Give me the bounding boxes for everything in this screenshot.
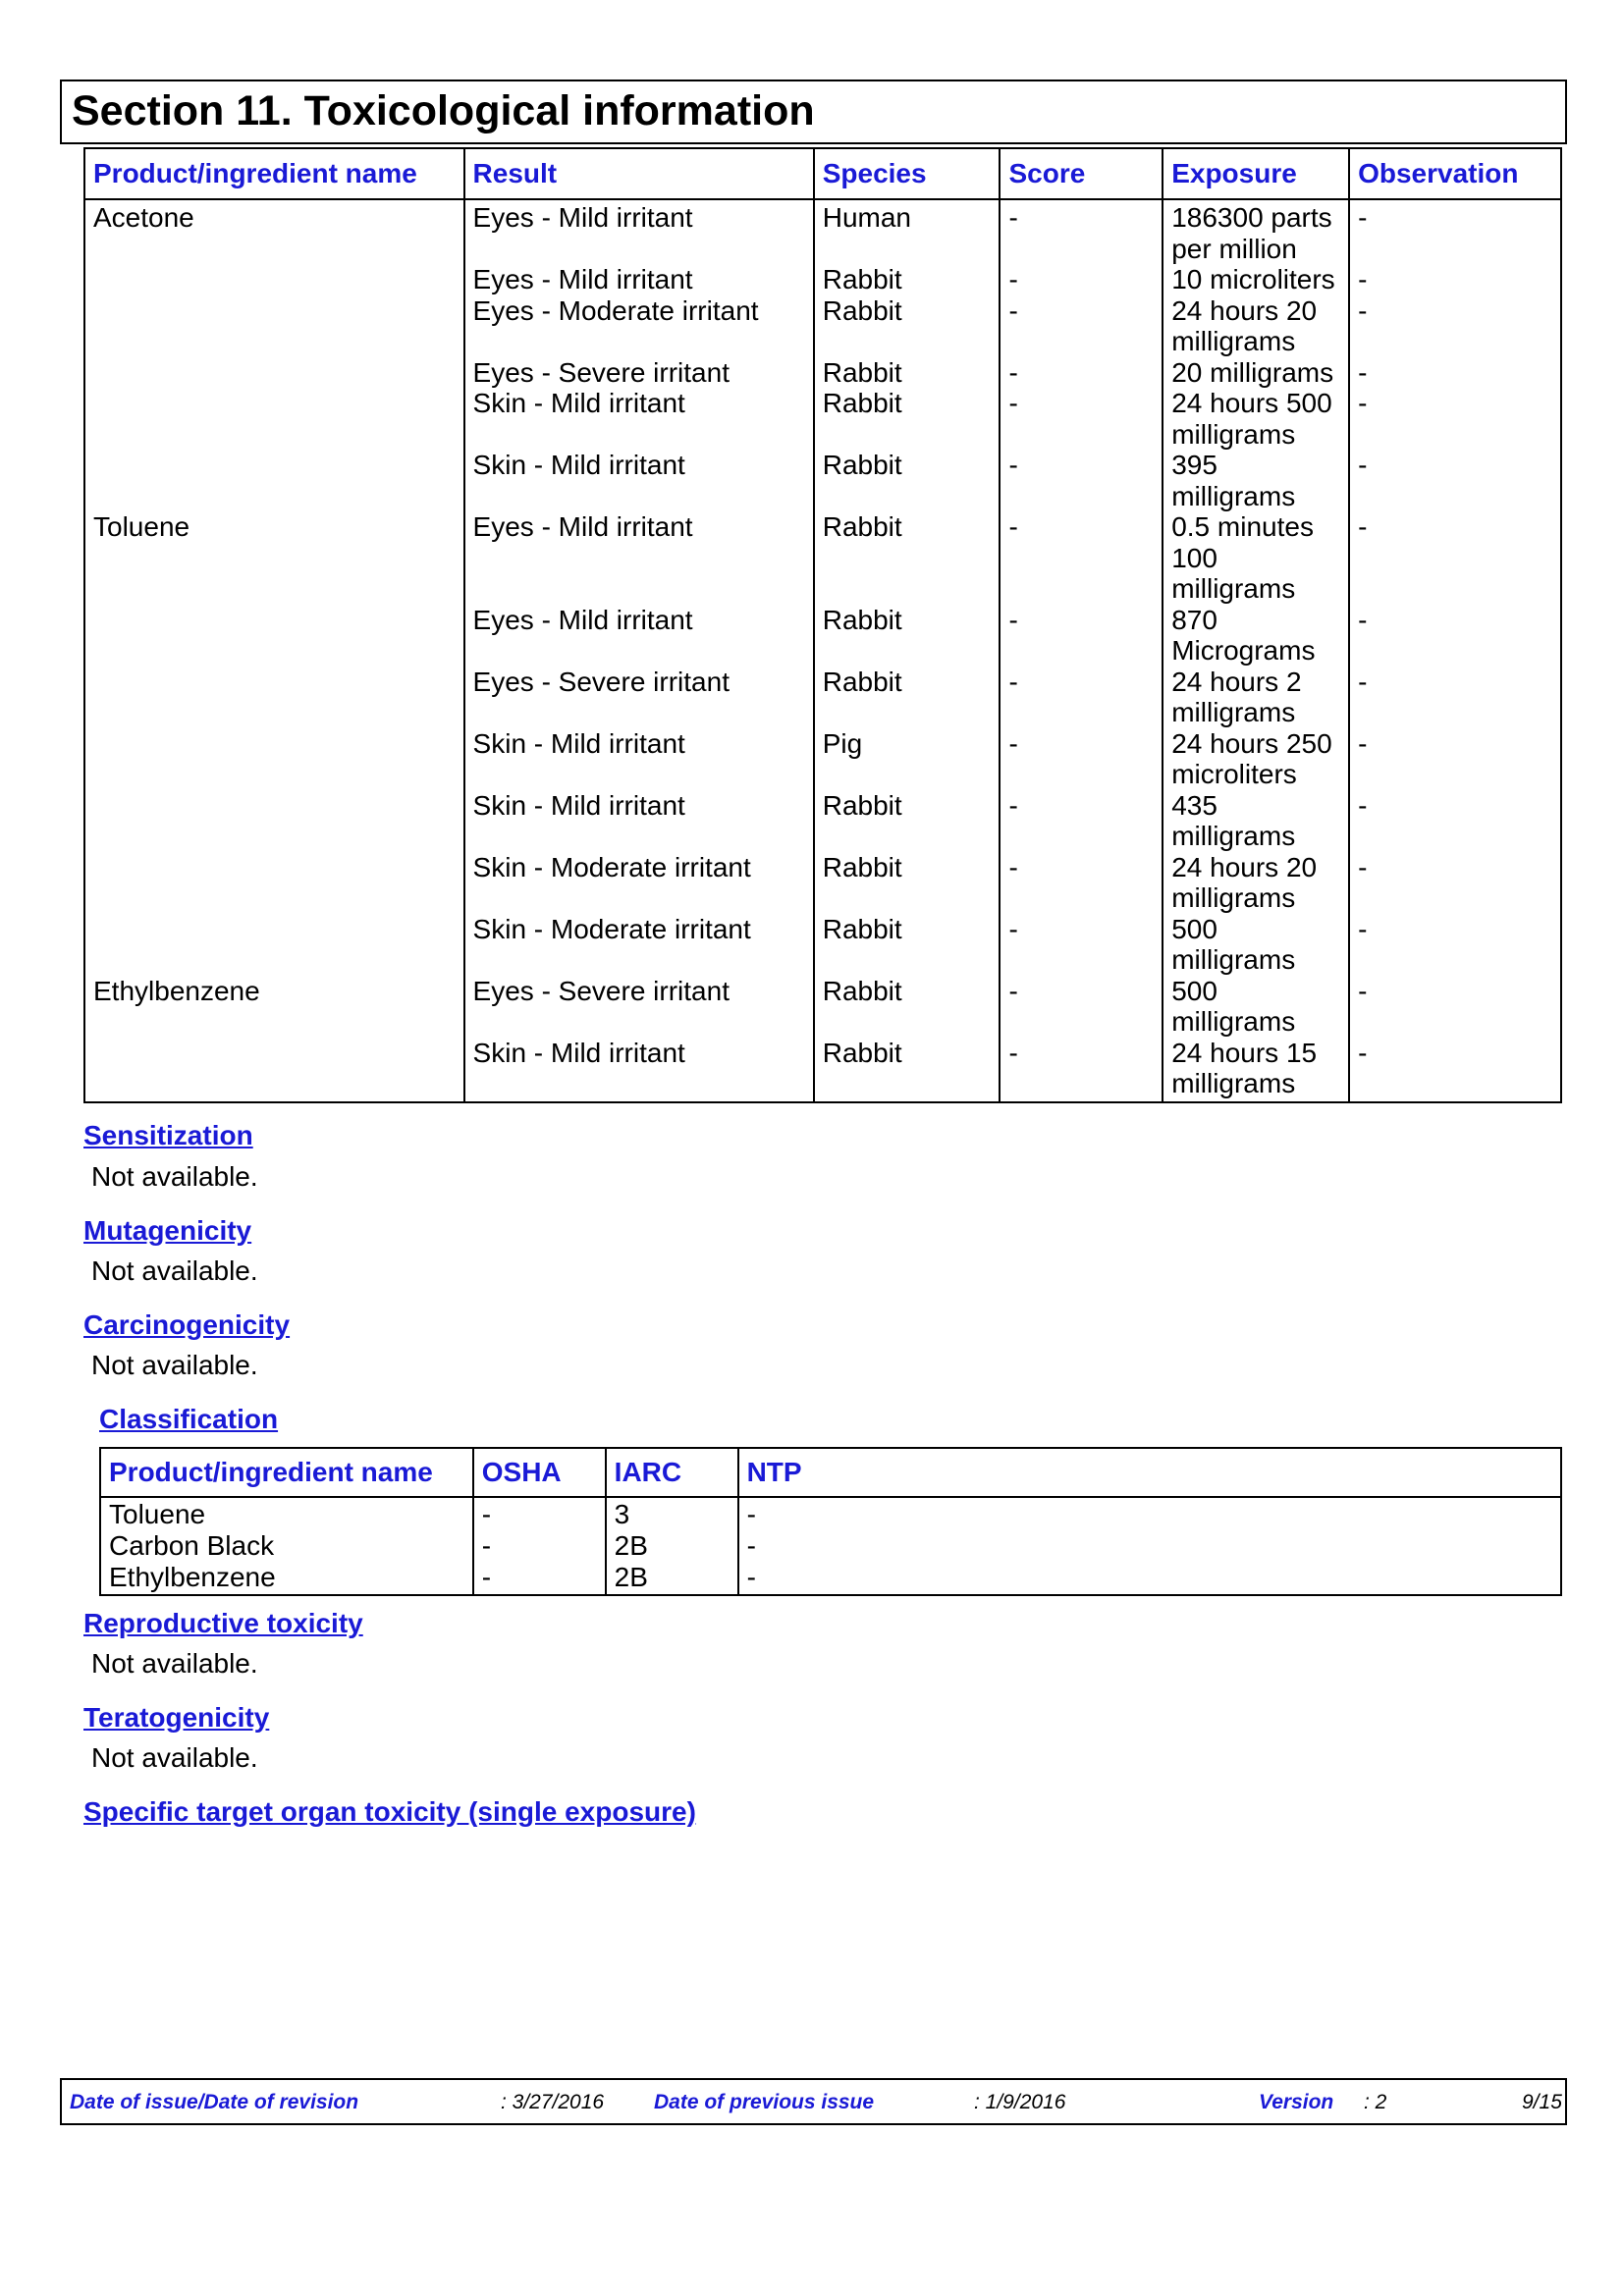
- cell-observation: -: [1349, 357, 1561, 389]
- cell-result: Skin - Mild irritant: [464, 450, 814, 511]
- cell-result: Eyes - Mild irritant: [464, 199, 814, 264]
- reproductive-text: Not available.: [91, 1648, 258, 1679]
- cell-species: Rabbit: [814, 852, 1001, 914]
- cell-species: Human: [814, 199, 1001, 264]
- carcinogenicity-heading[interactable]: Carcinogenicity: [83, 1309, 291, 1340]
- table-row: [84, 976, 1561, 1038]
- table-row: [84, 388, 1561, 450]
- cls-cell-osha: -: [473, 1562, 606, 1595]
- cell-observation: -: [1349, 790, 1561, 852]
- cell-product: [84, 914, 464, 976]
- table-row: [84, 728, 1561, 790]
- cell-exposure: 24 hours 15 milligrams: [1163, 1038, 1349, 1102]
- sensitization-text: Not available.: [91, 1161, 258, 1192]
- cell-product: Acetone: [84, 199, 464, 264]
- cell-result: Skin - Mild irritant: [464, 728, 814, 790]
- cls-cell-product: Ethylbenzene: [100, 1562, 473, 1595]
- table-row: [84, 450, 1561, 511]
- cell-observation: -: [1349, 388, 1561, 450]
- cell-observation: -: [1349, 852, 1561, 914]
- table-row: [84, 1038, 1561, 1102]
- cell-observation: -: [1349, 728, 1561, 790]
- teratogenicity-heading[interactable]: Teratogenicity: [83, 1702, 270, 1733]
- cell-product: [84, 388, 464, 450]
- cls-header-product: Product/ingredient name: [100, 1448, 473, 1497]
- cls-cell-iarc: 2B: [606, 1562, 738, 1595]
- cell-result: Skin - Mild irritant: [464, 790, 814, 852]
- cell-exposure: 500 milligrams: [1163, 976, 1349, 1038]
- cls-cell-iarc: 3: [606, 1497, 738, 1530]
- cls-cell-product: Toluene: [100, 1497, 473, 1530]
- cell-score: -: [1000, 388, 1163, 450]
- cls-header-osha: OSHA: [473, 1448, 606, 1497]
- cell-species: Pig: [814, 728, 1001, 790]
- cell-exposure: 395 milligrams: [1163, 450, 1349, 511]
- col-header-result: Result: [464, 148, 814, 199]
- cls-cell-osha: -: [473, 1497, 606, 1530]
- cell-result: Skin - Moderate irritant: [464, 914, 814, 976]
- col-header-score: Score: [1000, 148, 1163, 199]
- cell-exposure: 870 Micrograms: [1163, 605, 1349, 667]
- cell-score: -: [1000, 852, 1163, 914]
- cell-score: -: [1000, 357, 1163, 389]
- mutagenicity-text: Not available.: [91, 1255, 258, 1286]
- cell-score: -: [1000, 264, 1163, 295]
- cell-product: [84, 790, 464, 852]
- previous-issue-label: Date of previous issue: [654, 2091, 875, 2113]
- cell-result: Skin - Mild irritant: [464, 1038, 814, 1102]
- cls-header-ntp: NTP: [738, 1448, 1561, 1497]
- table-row: [84, 357, 1561, 389]
- cell-product: [84, 852, 464, 914]
- cell-result: Eyes - Moderate irritant: [464, 295, 814, 357]
- irritation-table: [83, 147, 1562, 1103]
- page-number: 9/15: [1522, 2091, 1562, 2113]
- cell-observation: -: [1349, 914, 1561, 976]
- cell-exposure: 435 milligrams: [1163, 790, 1349, 852]
- cell-score: -: [1000, 1038, 1163, 1102]
- classification-table: [99, 1447, 1562, 1596]
- version-value: : 2: [1364, 2091, 1387, 2113]
- cell-observation: -: [1349, 605, 1561, 667]
- cell-observation: -: [1349, 511, 1561, 605]
- cell-product: [84, 605, 464, 667]
- cell-score: -: [1000, 450, 1163, 511]
- stot-single-heading[interactable]: Specific target organ toxicity (single exposure): [83, 1796, 696, 1827]
- table-row: [84, 914, 1561, 976]
- cell-species: Rabbit: [814, 511, 1001, 605]
- cell-product: Ethylbenzene: [84, 976, 464, 1038]
- classification-heading[interactable]: Classification: [99, 1404, 279, 1434]
- cell-observation: -: [1349, 450, 1561, 511]
- cell-exposure: 24 hours 2 milligrams: [1163, 667, 1349, 728]
- cell-score: -: [1000, 914, 1163, 976]
- cell-result: Eyes - Severe irritant: [464, 357, 814, 389]
- table-row: [100, 1562, 1561, 1595]
- cls-header-iarc: IARC: [606, 1448, 738, 1497]
- cell-exposure: 24 hours 250 microliters: [1163, 728, 1349, 790]
- section-title: Section 11. Toxicological information: [72, 87, 815, 134]
- cell-product: [84, 357, 464, 389]
- cell-species: Rabbit: [814, 388, 1001, 450]
- cls-cell-ntp: -: [738, 1530, 1561, 1562]
- cell-exposure: 24 hours 20 milligrams: [1163, 852, 1349, 914]
- classification-body: [100, 1497, 1561, 1595]
- irritation-header-row: [84, 148, 1561, 199]
- classification-header-row: [100, 1448, 1561, 1497]
- cell-species: Rabbit: [814, 450, 1001, 511]
- cell-result: Eyes - Severe irritant: [464, 976, 814, 1038]
- table-row: [84, 667, 1561, 728]
- cell-species: Rabbit: [814, 976, 1001, 1038]
- cell-result: Skin - Moderate irritant: [464, 852, 814, 914]
- table-row: [100, 1497, 1561, 1530]
- table-row: [84, 295, 1561, 357]
- cell-score: -: [1000, 790, 1163, 852]
- cell-product: [84, 450, 464, 511]
- table-row: [84, 511, 1561, 605]
- cell-result: Skin - Mild irritant: [464, 388, 814, 450]
- cell-product: [84, 667, 464, 728]
- cell-species: Rabbit: [814, 295, 1001, 357]
- table-row: [84, 264, 1561, 295]
- table-row: [84, 605, 1561, 667]
- table-row: [84, 790, 1561, 852]
- cell-product: Toluene: [84, 511, 464, 605]
- cell-exposure: 0.5 minutes 100 milligrams: [1163, 511, 1349, 605]
- section-header: [60, 80, 1567, 144]
- col-header-observation: Observation: [1349, 148, 1561, 199]
- cls-cell-product: Carbon Black: [100, 1530, 473, 1562]
- cell-observation: -: [1349, 976, 1561, 1038]
- col-header-exposure: Exposure: [1163, 148, 1349, 199]
- cell-score: -: [1000, 728, 1163, 790]
- cell-species: Rabbit: [814, 667, 1001, 728]
- sensitization-heading[interactable]: Sensitization: [83, 1120, 253, 1150]
- cell-species: Rabbit: [814, 1038, 1001, 1102]
- teratogenicity-text: Not available.: [91, 1742, 258, 1773]
- cell-score: -: [1000, 511, 1163, 605]
- cell-exposure: 186300 parts per million: [1163, 199, 1349, 264]
- cell-species: Rabbit: [814, 264, 1001, 295]
- cls-cell-osha: -: [473, 1530, 606, 1562]
- cls-cell-ntp: -: [738, 1562, 1561, 1595]
- irritation-body: [84, 199, 1561, 1102]
- cell-score: -: [1000, 199, 1163, 264]
- cell-exposure: 20 milligrams: [1163, 357, 1349, 389]
- reproductive-heading[interactable]: Reproductive toxicity: [83, 1608, 363, 1638]
- col-header-product: Product/ingredient name: [84, 148, 464, 199]
- issue-date-label: Date of issue/Date of revision: [70, 2091, 359, 2113]
- cell-score: -: [1000, 667, 1163, 728]
- cell-score: -: [1000, 295, 1163, 357]
- cell-product: [84, 728, 464, 790]
- table-row: [100, 1530, 1561, 1562]
- carcinogenicity-text: Not available.: [91, 1350, 258, 1380]
- cell-result: Eyes - Mild irritant: [464, 511, 814, 605]
- cell-exposure: 10 microliters: [1163, 264, 1349, 295]
- cell-species: Rabbit: [814, 790, 1001, 852]
- cls-cell-ntp: -: [738, 1497, 1561, 1530]
- cell-species: Rabbit: [814, 914, 1001, 976]
- cell-observation: -: [1349, 264, 1561, 295]
- cell-score: -: [1000, 605, 1163, 667]
- table-row: [84, 199, 1561, 264]
- cell-observation: -: [1349, 667, 1561, 728]
- col-header-species: Species: [814, 148, 1001, 199]
- cell-exposure: 500 milligrams: [1163, 914, 1349, 976]
- cell-product: [84, 295, 464, 357]
- cell-result: Eyes - Mild irritant: [464, 605, 814, 667]
- cell-score: -: [1000, 976, 1163, 1038]
- cell-observation: -: [1349, 295, 1561, 357]
- cell-result: Eyes - Severe irritant: [464, 667, 814, 728]
- cell-species: Rabbit: [814, 605, 1001, 667]
- cell-product: [84, 1038, 464, 1102]
- table-row: [84, 852, 1561, 914]
- cell-observation: -: [1349, 1038, 1561, 1102]
- cell-observation: -: [1349, 199, 1561, 264]
- page-footer: [60, 2078, 1567, 2125]
- cell-product: [84, 264, 464, 295]
- version-label: Version: [1259, 2091, 1334, 2113]
- cell-exposure: 24 hours 500 milligrams: [1163, 388, 1349, 450]
- issue-date-value: : 3/27/2016: [501, 2091, 605, 2113]
- previous-issue-value: : 1/9/2016: [974, 2091, 1066, 2113]
- mutagenicity-heading[interactable]: Mutagenicity: [83, 1215, 252, 1246]
- cls-cell-iarc: 2B: [606, 1530, 738, 1562]
- cell-result: Eyes - Mild irritant: [464, 264, 814, 295]
- cell-species: Rabbit: [814, 357, 1001, 389]
- cell-exposure: 24 hours 20 milligrams: [1163, 295, 1349, 357]
